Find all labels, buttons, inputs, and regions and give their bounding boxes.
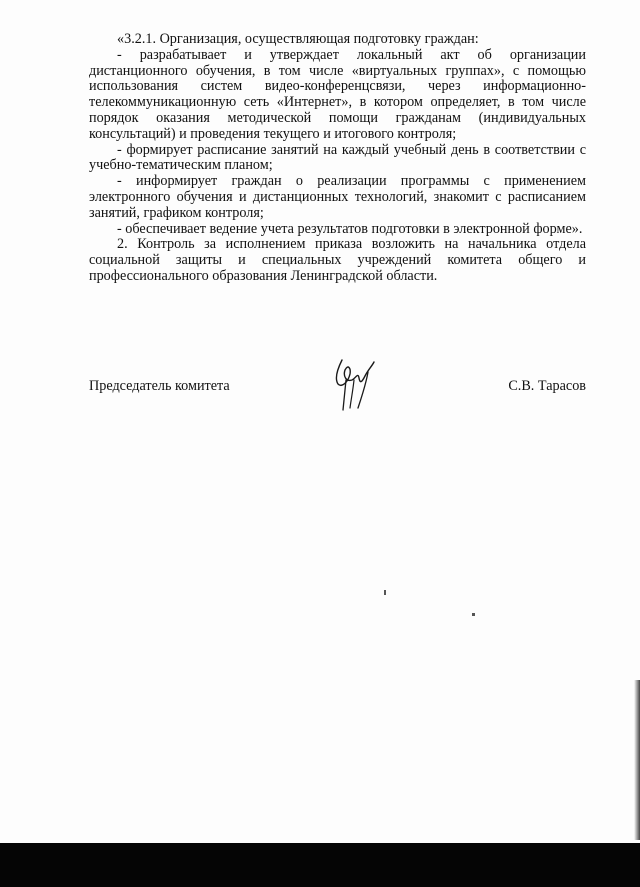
paragraph-local-act: - разрабатывает и утверждает локальный акт об организации дистанционного обучения, в том числе «виртуальных группах», с помощью использования систем видео-конференцсвязи, через информационно-телекоммуникационную сеть «Интернет», в котором определяет, в том числе порядок оказания методической помощи гражданам (индивидуальных консультаций) и проведения текущего и итогового контроля; [89, 46, 586, 142]
scan-bottom-border [0, 843, 640, 887]
paragraph-schedule: - формирует расписание занятий на каждый учебный день в соответствии с учебно-тематическим планом; [89, 141, 586, 174]
scan-artifact [384, 590, 386, 595]
paragraph-records: - обеспечивает ведение учета результатов подготовки в электронной форме». [117, 220, 583, 237]
scan-artifact [300, 4, 360, 8]
signatory-role: Председатель комитета [89, 378, 230, 394]
paragraph-inform: - информирует граждан о реализации программы с применением электронного обучения и дистанционных технологий, знакомит с расписанием занятий, графиком контроля; [89, 173, 586, 221]
scan-edge-shadow [634, 680, 640, 840]
paragraph-clause-heading: «3.2.1. Организация, осуществляющая подготовку граждан: [117, 31, 479, 47]
document-body [89, 32, 586, 285]
scan-artifact [472, 613, 475, 616]
paragraph-control: 2. Контроль за исполнением приказа возложить на начальника отдела социальной защиты и специальных учреждений комитета общего и профессионального образования Ленинградской области. [89, 236, 586, 284]
handwritten-signature [328, 352, 378, 414]
signatory-name: С.В. Тарасов [508, 378, 586, 394]
